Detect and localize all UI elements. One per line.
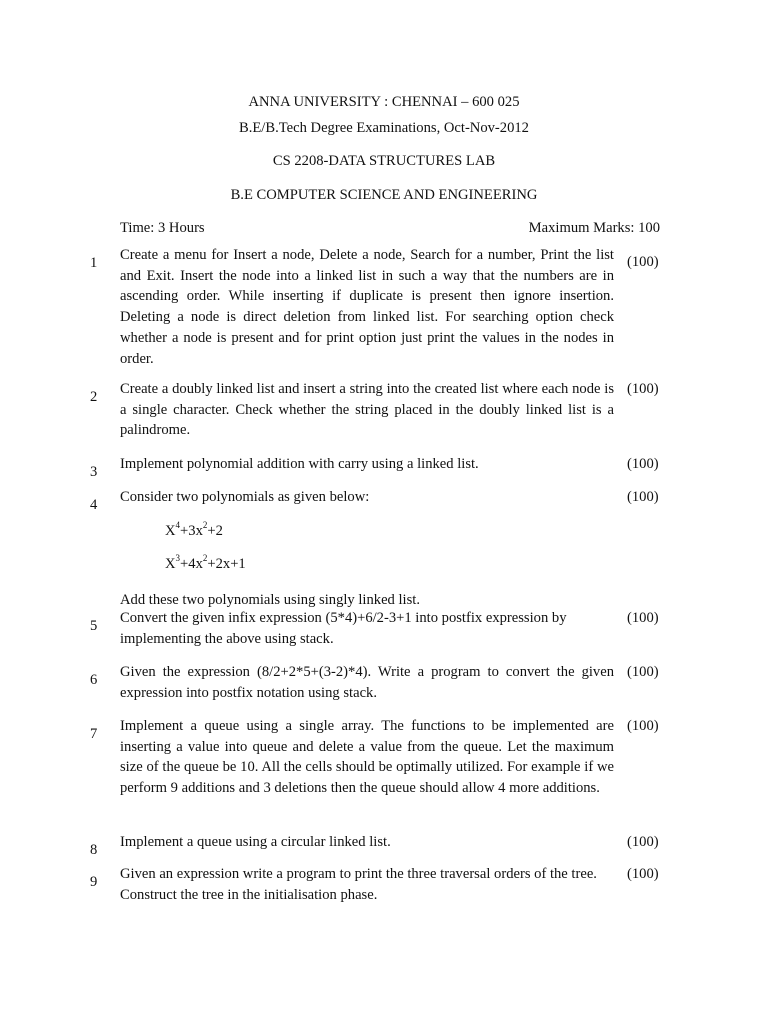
question-marks: (100) — [627, 664, 659, 680]
question-marks: (100) — [627, 834, 659, 850]
poly-exponent: 4 — [175, 520, 181, 531]
course-title: CS 2208-DATA STRUCTURES LAB — [272, 153, 496, 169]
poly-term: X — [165, 556, 176, 572]
question-marks: (100) — [627, 718, 659, 734]
question-marks: (100) — [627, 254, 659, 270]
question-text: Implement a queue using a single array. The functions to be implemented are inserting a value into queue and delete a value from the queue. Let the maximum size of the queue be 10. All the cells should be optimally utilized. For example if we perform 9 additions and 3 deletions then the queue should allow 4 more additions. — [120, 718, 614, 797]
poly-exponent: 3 — [175, 553, 181, 564]
question-text: Create a doubly linked list and insert a string into the created list where each node is a single character. Check whether the string placed in the doubly linked list is a palindrome. — [120, 381, 614, 439]
max-marks-label: Maximum Marks: 100 — [528, 220, 660, 236]
question-number: 6 — [90, 672, 98, 688]
poly-term: +2x+1 — [207, 556, 246, 572]
polynomial-1 — [165, 521, 223, 542]
question-number: 9 — [90, 874, 98, 890]
question-text: Consider two polynomials as given below: — [120, 489, 370, 505]
polynomial-2 — [165, 554, 246, 575]
question-text: Create a menu for Insert a node, Delete a node, Search for a number, Print the list and Exit. Insert the node into a linked list in such a way that the numbers are in ascending order. While inserting if duplicate is present then ignore insertion. Deleting a node is direct deletion from linked list. For searching option check whether a node is present and for print option just print the values in the nodes in order. — [120, 247, 614, 367]
question-marks: (100) — [627, 610, 659, 626]
poly-exponent: 2 — [202, 553, 208, 564]
poly-term: +3x — [180, 523, 203, 539]
question-marks: (100) — [627, 381, 659, 397]
poly-term: +2 — [207, 523, 223, 539]
exam-title: B.E/B.Tech Degree Examinations, Oct-Nov-2012 — [239, 120, 529, 136]
question-text: Given the expression (8/2+2*5+(3-2)*4). Write a program to convert the given expression into postfix notation using stack. — [120, 664, 614, 701]
question-number: 5 — [90, 618, 98, 634]
poly-term: +4x — [180, 556, 203, 572]
question-text: Implement a queue using a circular linked list. — [120, 834, 391, 850]
question-number: 8 — [90, 842, 98, 858]
question-4-followup: Add these two polynomials using singly linked list. — [120, 592, 420, 608]
question-number: 4 — [90, 497, 98, 513]
question-number: 2 — [90, 389, 98, 405]
question-marks: (100) — [627, 489, 659, 505]
question-marks: (100) — [627, 866, 659, 882]
question-marks: (100) — [627, 456, 659, 472]
question-text: Convert the given infix expression (5*4)+6/2-3+1 into postfix expression by implementing the above using stack. — [120, 610, 567, 647]
time-label: Time: 3 Hours — [120, 220, 205, 236]
question-text: Given an expression write a program to print the three traversal orders of the tree. Construct the tree in the initialisation phase. — [120, 866, 597, 903]
question-number: 1 — [90, 255, 98, 271]
poly-exponent: 2 — [202, 520, 208, 531]
question-text: Implement polynomial addition with carry using a linked list. — [120, 456, 479, 472]
question-number: 3 — [90, 464, 98, 480]
university-heading: ANNA UNIVERSITY : CHENNAI – 600 025 — [248, 94, 520, 110]
poly-term: X — [165, 523, 176, 539]
branch-title: B.E COMPUTER SCIENCE AND ENGINEERING — [230, 187, 538, 203]
question-number: 7 — [90, 726, 98, 742]
